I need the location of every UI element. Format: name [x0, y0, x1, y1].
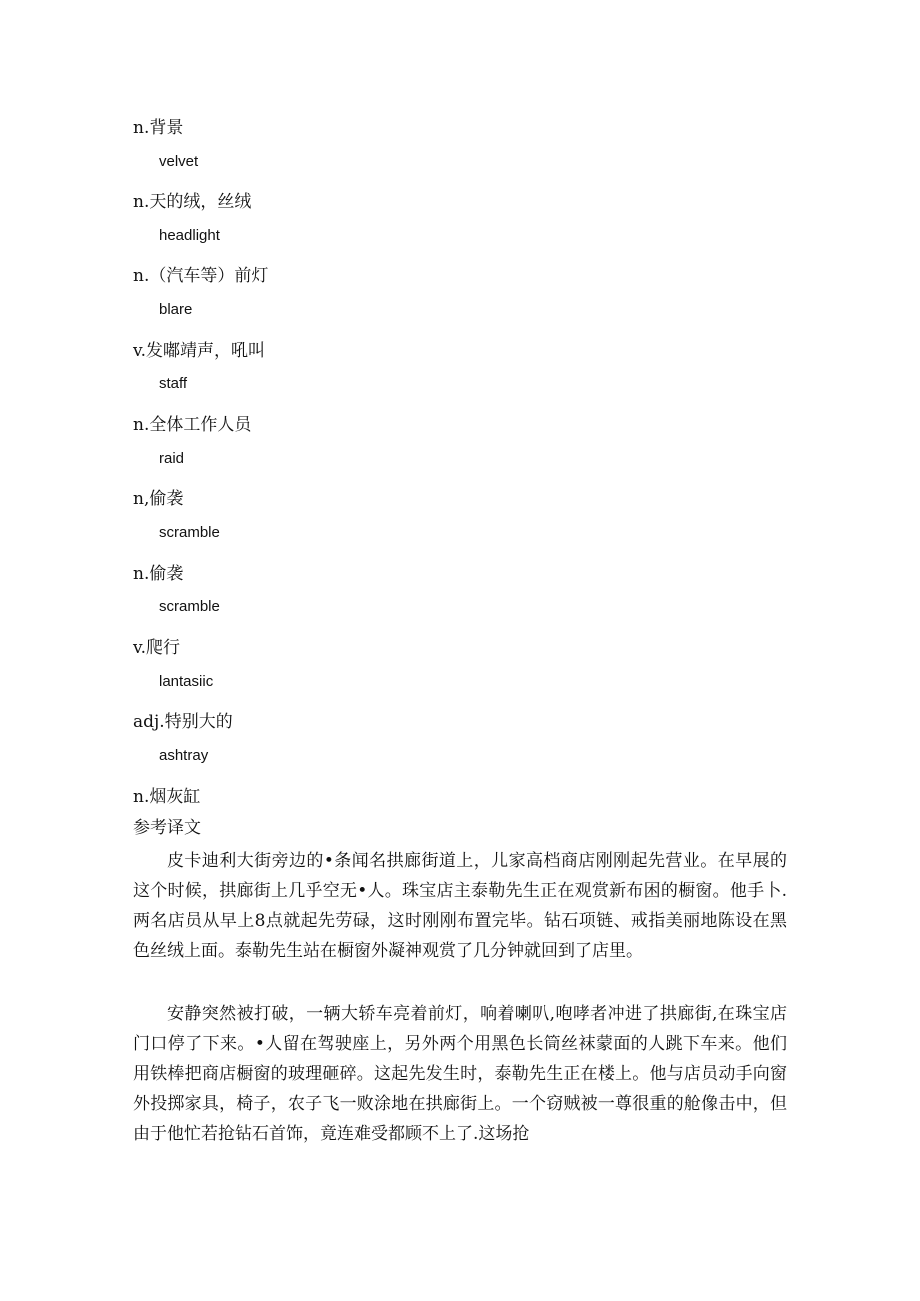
translation-heading: 参考译文: [133, 818, 201, 838]
vocab-word: raid: [159, 450, 185, 467]
vocab-word: headlight: [159, 227, 220, 244]
vocab-definition: n.（汽车等）前灯: [133, 266, 269, 286]
vocab-definition: n.偷袭: [133, 564, 184, 584]
vocab-word: blare: [159, 301, 193, 318]
vocab-word: lantasiic: [159, 673, 214, 690]
vocab-word: velvet: [159, 153, 199, 170]
translation-paragraph: 安静突然被打破，一辆大轿车亮着前灯，响着喇叭,咆哮者冲进了拱廊街,在珠宝店门口停了下来。•人留在驾驶座上，另外两个用黑色长筒丝袜蒙面的人跳下车来。他们用铁棒把商店橱窗的玻理砸碎。这起先发生时，泰勒先生正在楼上。他与店员动手向窗外投掷家具，椅子，农子飞一败涂地在拱廊街上。一个窃贼被一尊很重的舱像击中，但由于他忙若抢钻石首饰，竟连难受都顾不上了.这场抢: [133, 1004, 787, 1144]
vocab-word: staff: [159, 375, 188, 392]
vocab-definition: n.天的绒，丝绒: [133, 192, 252, 212]
vocab-definition: n.烟灰缸: [133, 787, 201, 807]
vocab-definition: v.爬行: [133, 638, 180, 658]
vocab-definition: n.背景: [133, 118, 184, 138]
vocab-word: ashtray: [159, 747, 209, 764]
vocab-definition: adj.特别大的: [133, 712, 233, 732]
vocab-definition: n,偷袭: [133, 489, 184, 509]
vocab-definition: n.全体工作人员: [133, 415, 252, 435]
vocab-word: scramble: [159, 524, 220, 541]
translation-paragraph: 皮卡迪利大街旁边的•条闻名拱廊街道上，儿家高档商店刚刚起先营业。在早展的这个时候，拱廊街上几乎空无•人。珠宝店主泰勒先生正在观赏新布困的橱窗。他手卜.两名店员从早上8点就起先劳碌，这时刚刚布置完毕。钻石项链、戒指美丽地陈设在黑色丝绒上面。泰勒先生站在橱窗外凝神观赏了几分钟就回到了店里。: [133, 851, 787, 961]
vocab-definition: v.发嘟靖声，吼叫: [133, 341, 265, 361]
vocab-word: scramble: [159, 598, 220, 615]
